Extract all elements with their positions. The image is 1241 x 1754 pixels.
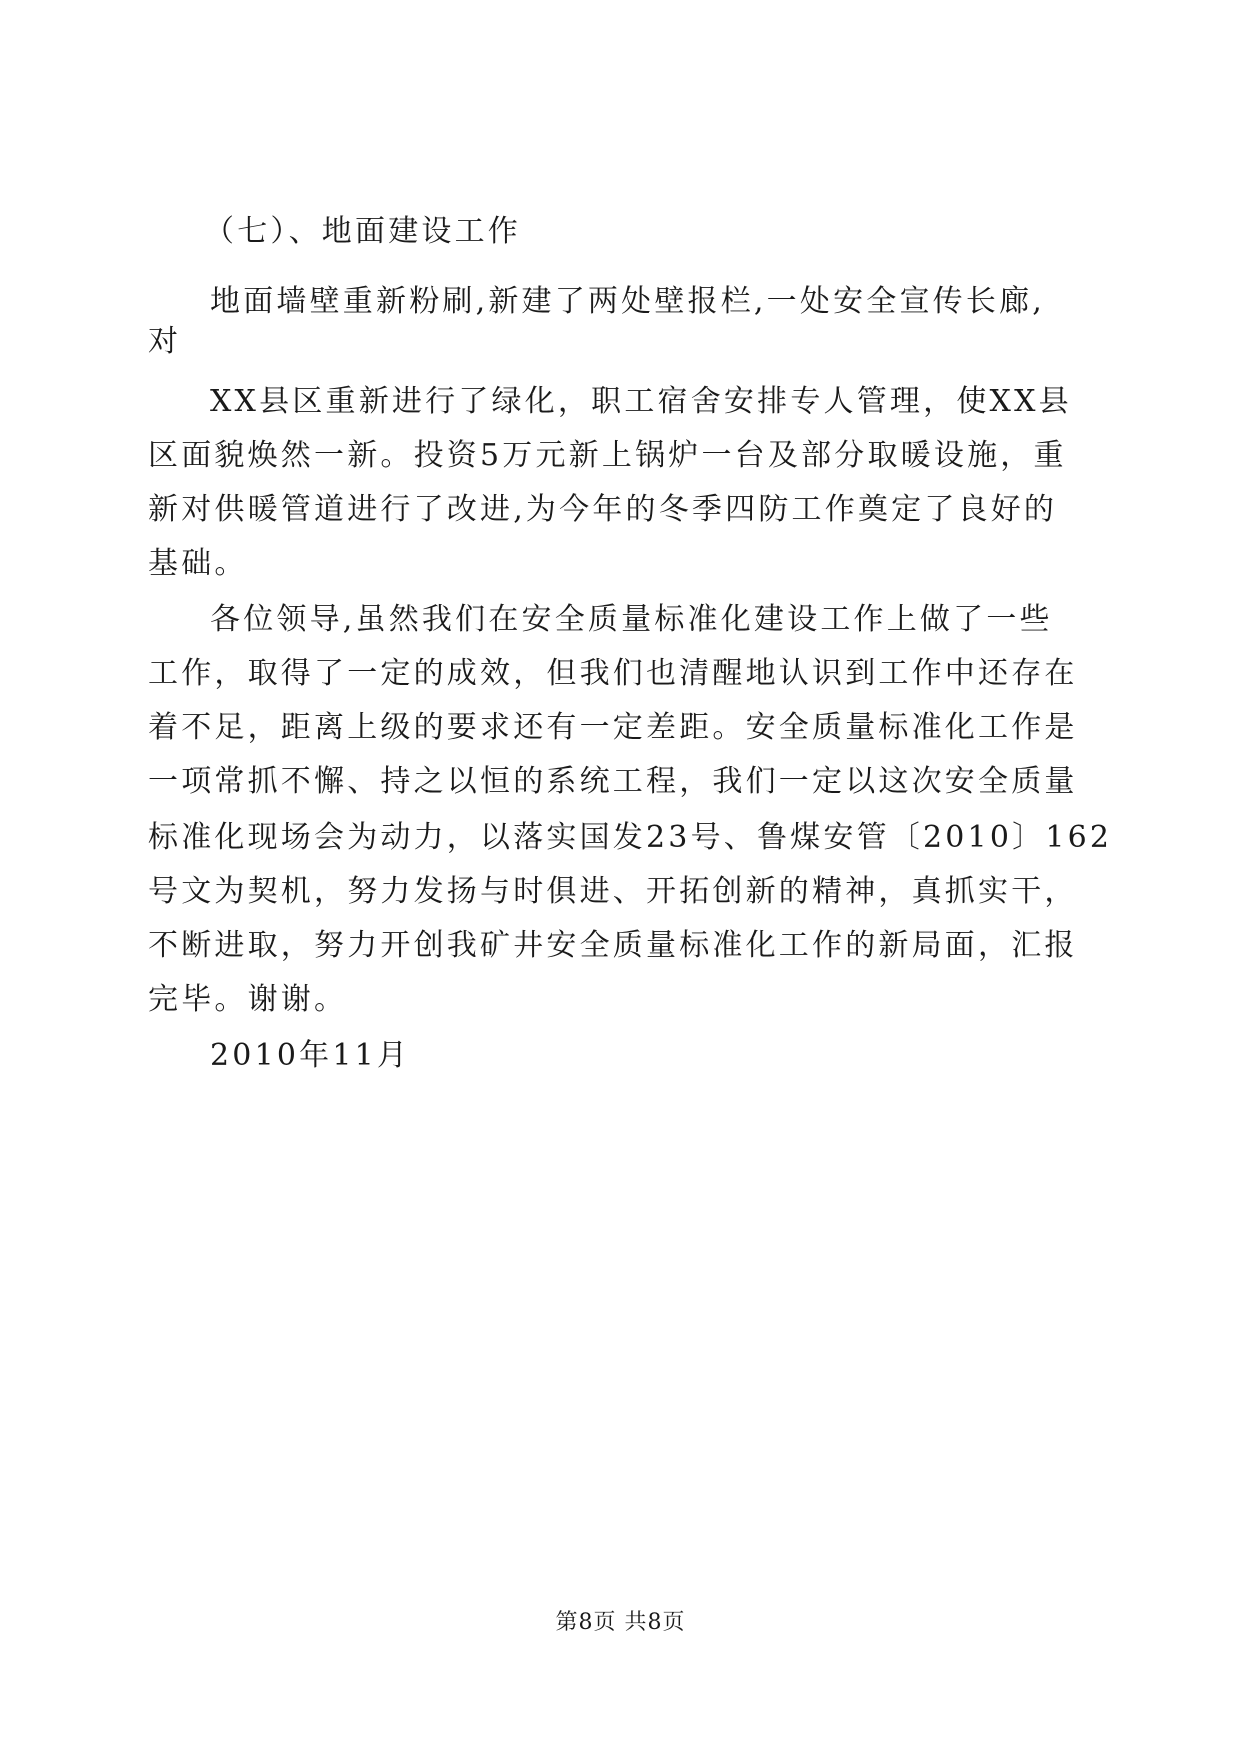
- paragraph-line: 新对供暖管道进行了改进,为今年的冬季四防工作奠定了良好的: [148, 492, 1058, 527]
- paragraph-line: 对: [148, 324, 182, 359]
- paragraph-line: 标准化现场会为动力，以落实国发23号、鲁煤安管〔2010〕162: [148, 820, 1113, 855]
- paragraph-line: 区面貌焕然一新。投资5万元新上锅炉一台及部分取暖设施，重: [148, 438, 1067, 473]
- paragraph-line: 着不足，距离上级的要求还有一定差距。安全质量标准化工作是: [148, 710, 1078, 745]
- paragraph-line: 不断进取，努力开创我矿井安全质量标准化工作的新局面，汇报: [148, 928, 1078, 963]
- paragraph-line: 一项常抓不懈、持之以恒的系统工程，我们一定以这次安全质量: [148, 764, 1078, 799]
- paragraph-line: XX县区重新进行了绿化，职工宿舍安排专人管理，使XX县: [210, 384, 1072, 419]
- paragraph-line: 工作，取得了一定的成效，但我们也清醒地认识到工作中还存在: [148, 656, 1078, 691]
- paragraph-line: 基础。: [148, 546, 248, 581]
- paragraph-line: 各位领导,虽然我们在安全质量标准化建设工作上做了一些: [210, 602, 1053, 637]
- paragraph-line: 完毕。谢谢。: [148, 982, 348, 1017]
- section-heading: （七）、地面建设工作: [204, 214, 521, 249]
- paragraph-line: 号文为契机，努力发扬与时俱进、开拓创新的精神，真抓实干，: [148, 874, 1078, 909]
- paragraph-line: 地面墙壁重新粉刷,新建了两处壁报栏,一处安全宣传长廊,: [210, 284, 1046, 319]
- date-line: 2010年11月: [210, 1038, 411, 1073]
- page-footer: 第8页 共8页: [555, 1610, 686, 1635]
